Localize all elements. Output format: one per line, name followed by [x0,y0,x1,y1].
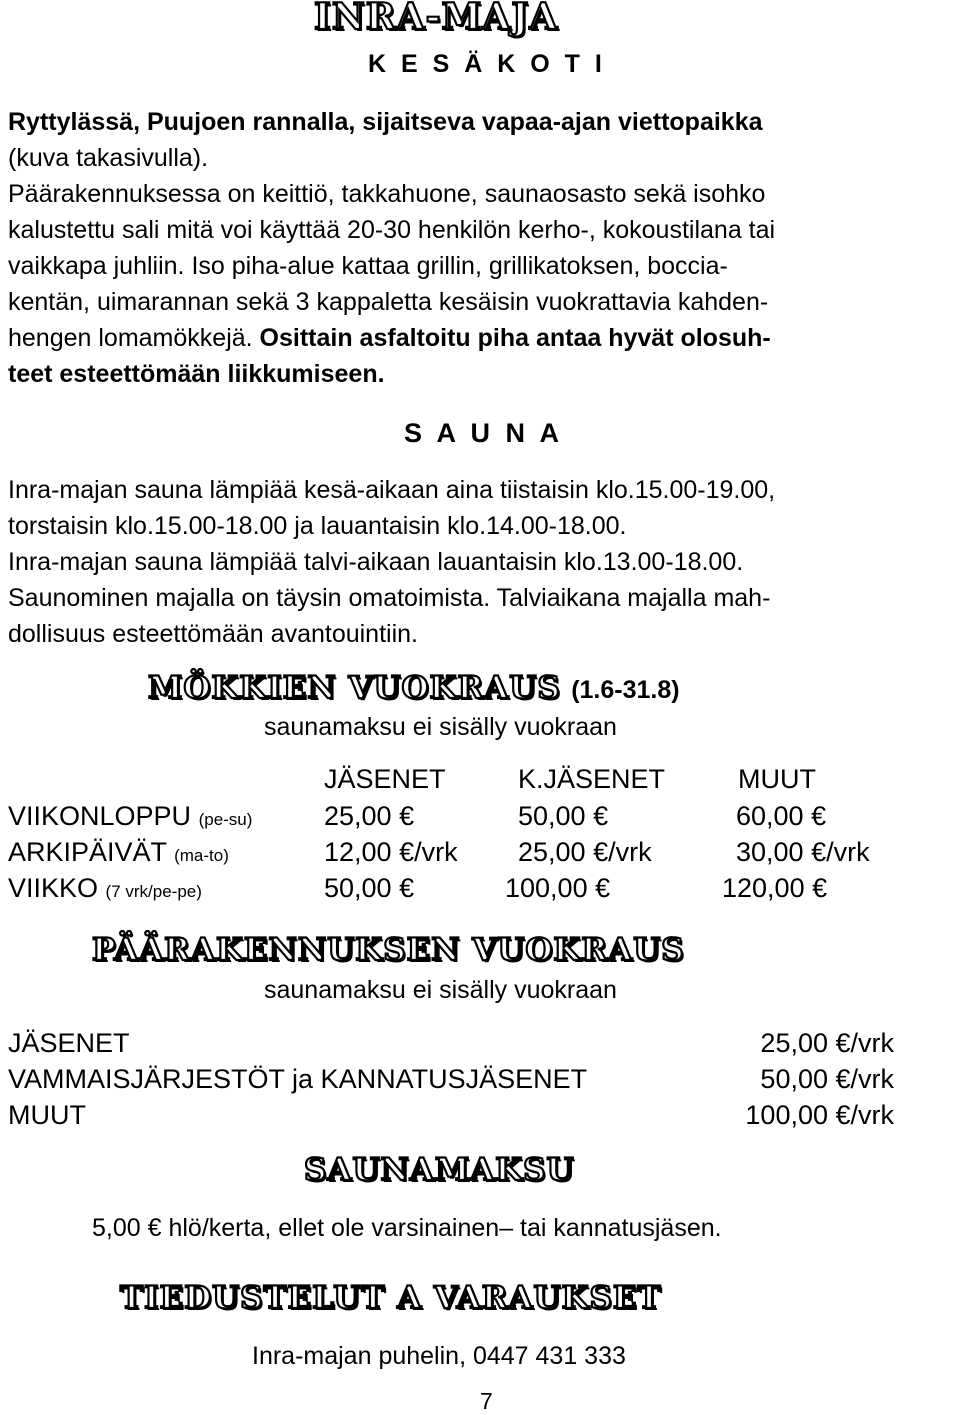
intro-line [8,320,954,356]
table-row-label [8,873,202,904]
cabins-heading-row [148,670,680,706]
intro-text: Iso piha-alue kattaa grillin, grillikatoksen, boccia- [191,252,728,280]
table-cell: 50,00 € [518,801,609,831]
cabins-col-supporting: K.JÄSENET [518,764,666,794]
table-cell: 60,00 € [736,801,827,831]
intro-bold-text: Osittain asfaltoitu piha antaa hyvät olosuh- [259,324,771,352]
row-label: ARKIPÄIVÄT [8,837,167,867]
intro-line: Päärakennuksessa on keittiö, takkahuone, saunaosasto sekä isohko [8,180,766,208]
intro-text: vaikkapa juhliin. [8,252,185,280]
intro-line: teet esteettömään liikkumiseen. [8,360,385,388]
page-number: 7 [480,1388,493,1414]
table-cell: 25,00 € [324,801,415,831]
main-building-heading: PÄÄRAKENNUKSEN VUOKRAUS [92,932,685,968]
sauna-fee-heading: SAUNAMAKSU [304,1152,575,1188]
intro-line: kalustettu sali mitä voi käyttää 20-30 henkilön kerho-, kokoustilana tai [8,216,776,244]
price-row-label: VAMMAISJÄRJESTÖT ja KANNATUSJÄSENET [8,1064,588,1094]
price-row-label: JÄSENET [8,1028,130,1058]
page-subtitle: K E S Ä K O T I [368,50,606,78]
contact-heading: TIEDUSTELUT A VARAUKSET [120,1280,662,1316]
sauna-line: Inra-majan sauna lämpiää talvi-aikaan lauantaisin klo.13.00-18.00. [8,548,744,576]
price-row-label: MUUT [8,1100,86,1130]
cabins-col-members: JÄSENET [324,764,446,794]
intro-line: Ryttylässä, Puujoen rannalla, sijaitseva vapaa-ajan viettopaikka [8,108,763,136]
intro-line: (kuva takasivulla). [8,144,209,172]
price-value: 100,00 €/vrk [745,1100,894,1130]
row-label: VIIKKO [8,873,99,903]
table-row-label [8,801,252,832]
cabins-period: (1.6-31.8) [571,676,680,704]
table-cell: 50,00 € [324,873,415,903]
row-label: VIIKONLOPPU [8,801,192,831]
intro-line: kentän, uimarannan sekä 3 kappaletta kesäisin vuokrattavia kahden- [8,288,769,316]
table-cell: 120,00 € [722,873,828,903]
page-title: INRA-MAJA [314,0,559,38]
table-cell: 25,00 €/vrk [518,837,652,867]
table-cell: 30,00 €/vrk [736,837,870,867]
price-value: 25,00 €/vrk [760,1028,894,1058]
row-detail: (7 vrk/pe-pe) [105,882,202,901]
sauna-line: dollisuus esteettömään avantouintiin. [8,620,418,648]
sauna-fee-text: 5,00 € hlö/kerta, ellet ole varsinainen– tai kannatusjäsen. [92,1214,722,1242]
sauna-heading: S A U N A [404,418,564,448]
sauna-line: Inra-majan sauna lämpiää kesä-aikaan aina tiistaisin klo.15.00-19.00, [8,476,776,504]
row-detail: (pe-su) [198,810,253,829]
sauna-line: torstaisin klo.15.00-18.00 ja lauantaisin klo.14.00-18.00. [8,512,627,540]
table-cell: 100,00 € [505,873,611,903]
sauna-line: Saunominen majalla on täysin omatoimista. Talviaikana majalla mah- [8,584,771,612]
contact-phone: Inra-majan puhelin, 0447 431 333 [252,1342,626,1370]
intro-line [8,248,954,284]
row-detail: (ma-to) [174,846,229,865]
cabins-col-others: MUUT [738,764,816,794]
sauna-paragraph [8,472,954,652]
price-value: 50,00 €/vrk [760,1064,894,1094]
intro-paragraph [8,104,954,392]
intro-text: hengen lomamökkejä. [8,324,253,352]
cabins-note: saunamaksu ei sisälly vuokraan [264,713,617,741]
table-row-label [8,837,229,868]
table-cell: 12,00 €/vrk [324,837,458,867]
main-building-note: saunamaksu ei sisälly vuokraan [264,976,617,1004]
cabins-heading: MÖKKIEN VUOKRAUS [148,670,561,706]
